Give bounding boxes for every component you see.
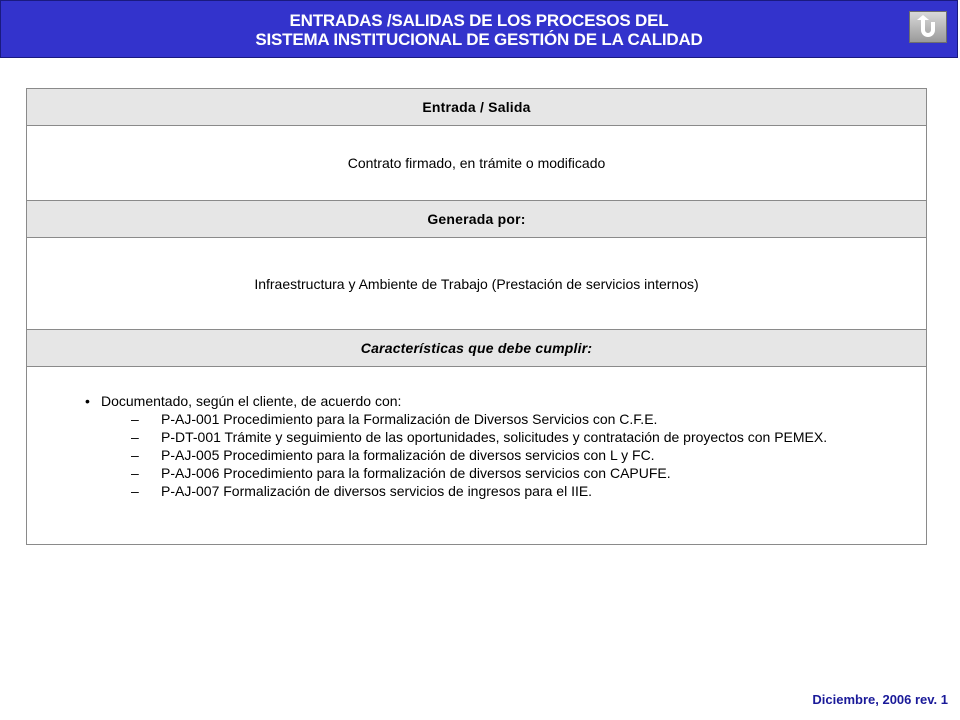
- caracteristicas-intro: Documentado, según el cliente, de acuerdo con:: [101, 393, 402, 409]
- header-title-line-2: SISTEMA INSTITUCIONAL DE GESTIÓN DE LA CALIDAD: [255, 30, 703, 49]
- generada-por-heading: Generada por:: [27, 201, 927, 238]
- list-item: [85, 464, 906, 482]
- procedure-list: [85, 410, 906, 500]
- entrada-salida-value: Contrato firmado, en trámite o modificado: [27, 126, 927, 201]
- procedure-text: P-AJ-006 Procedimiento para la formalización de diversos servicios con CAPUFE.: [161, 465, 671, 481]
- header-title-line-1: ENTRADAS /SALIDAS DE LOS PROCESOS DEL: [289, 11, 669, 30]
- caracteristicas-content: [27, 367, 927, 545]
- list-item: [85, 446, 906, 464]
- dash-marker: –: [131, 411, 139, 427]
- u-turn-back-icon: [915, 15, 941, 39]
- generada-por-value: Infraestructura y Ambiente de Trabajo (Prestación de servicios internos): [27, 238, 927, 330]
- procedure-text: P-AJ-001 Procedimiento para la Formalización de Diversos Servicios con C.F.E.: [161, 411, 658, 427]
- procedure-text: P-AJ-005 Procedimiento para la formalización de diversos servicios con L y FC.: [161, 447, 655, 463]
- process-table: [26, 88, 927, 545]
- dash-marker: –: [131, 465, 139, 481]
- list-item: [85, 392, 906, 410]
- procedure-text: P-DT-001 Trámite y seguimiento de las oportunidades, solicitudes y contratación de proyectos con PEMEX.: [161, 429, 828, 445]
- entrada-salida-heading: Entrada / Salida: [27, 89, 927, 126]
- header-banner: [0, 0, 958, 58]
- dash-marker: –: [131, 447, 139, 463]
- caracteristicas-heading: Características que debe cumplir:: [27, 330, 927, 367]
- procedure-text: P-AJ-007 Formalización de diversos servicios de ingresos para el IIE.: [161, 483, 593, 499]
- list-item: [85, 482, 906, 500]
- bullet-marker: •: [85, 393, 90, 409]
- list-item: [85, 410, 906, 428]
- list-item: [85, 428, 906, 446]
- dash-marker: –: [131, 483, 139, 499]
- dash-marker: –: [131, 429, 139, 445]
- back-button[interactable]: [909, 11, 947, 43]
- footer-revision: Diciembre, 2006 rev. 1: [812, 692, 948, 707]
